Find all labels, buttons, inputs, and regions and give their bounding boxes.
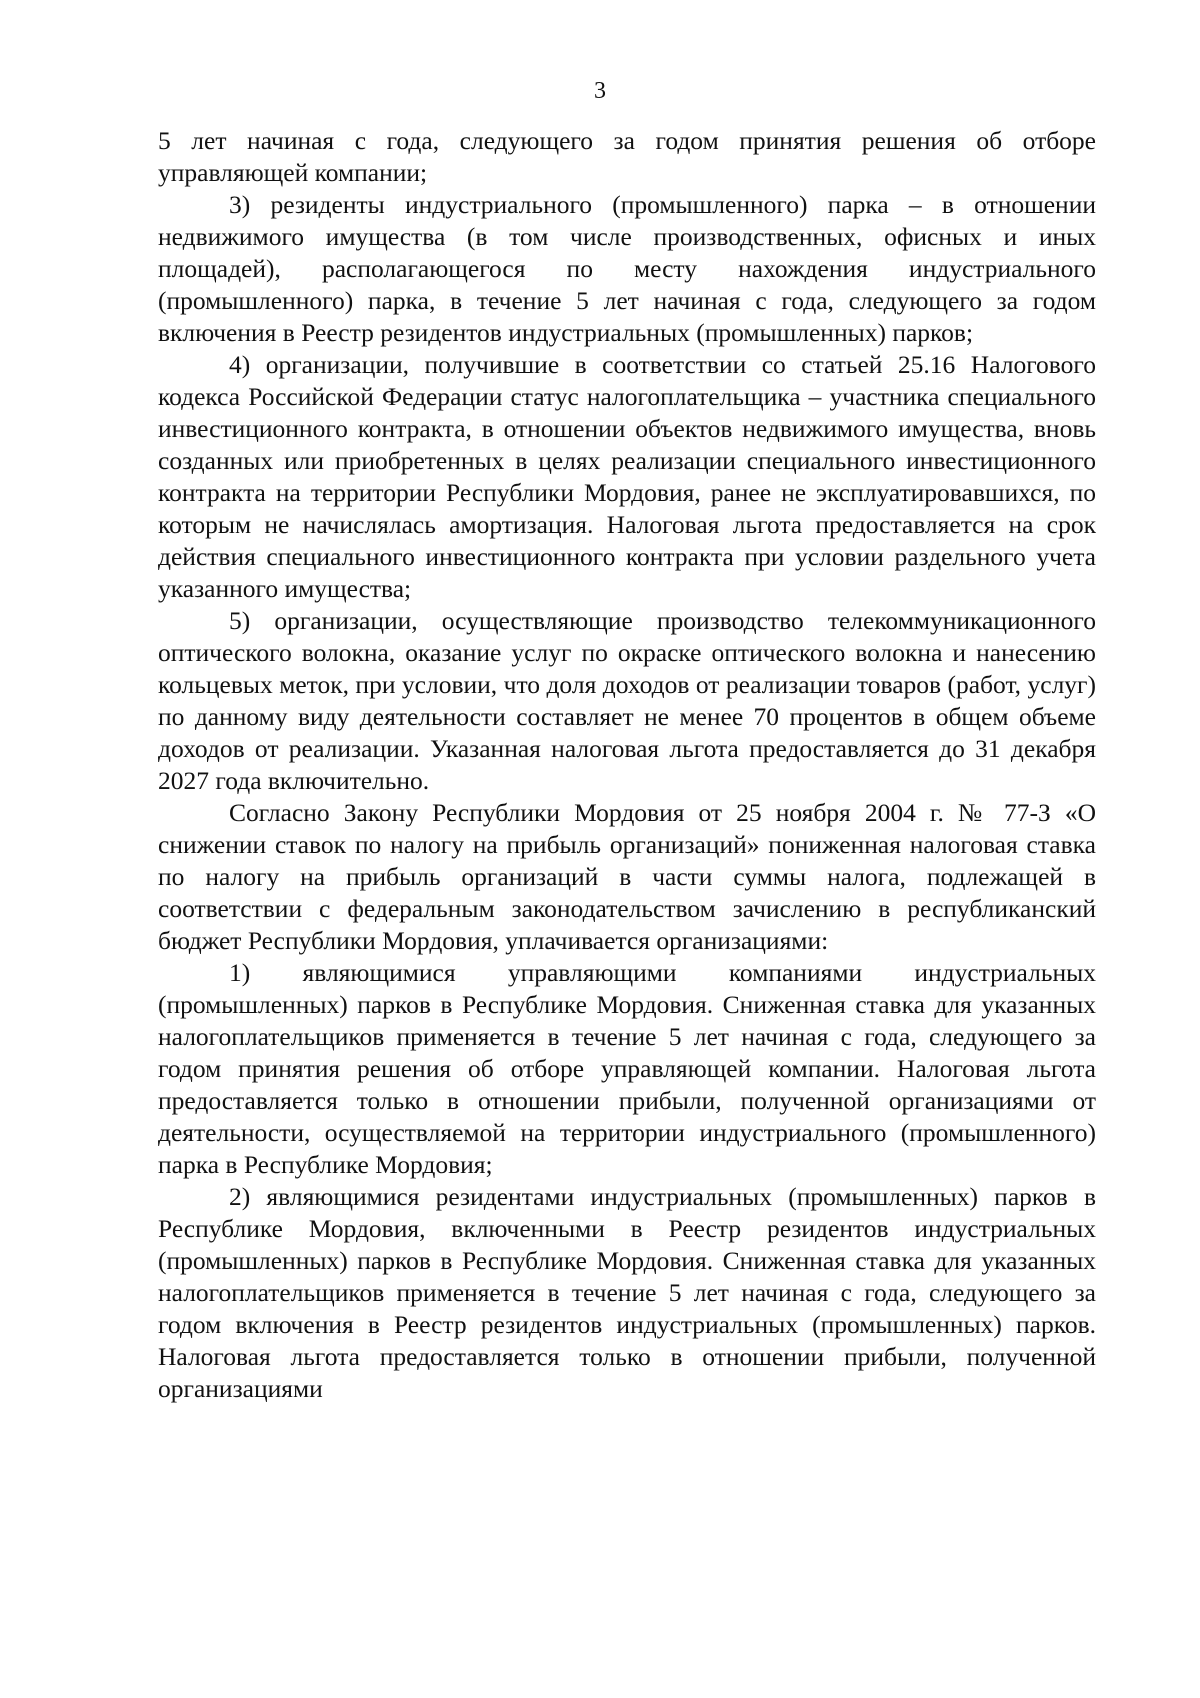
paragraph-profit-item-1: 1) являющимися управляющими компаниями индустриальных (промышленных) парков в Республике Мордовия. Сниженная ставка для указанных налогоплательщиков применяется в течение 5 лет начиная с года, следующего за годом принятия решения об отборе управляющей компании. Налоговая льгота предоставляется только в отношении прибыли, полученной организациями от деятельности, осуществляемой на территории индустриального (промышленного) парка в Республике Мордовия; [158,958,1096,1179]
paragraph-item-3: 3) резиденты индустриального (промышленного) парка – в отношении недвижимого имущества (в том числе производственных, офисных и иных площадей), располагающегося по месту нахождения индустриального (промышленного) парка, в течение 5 лет начиная с года, следующего за годом включения в Реестр резидентов индустриальных (промышленных) парков; [158,190,1096,347]
paragraph-law-reference: Согласно Закону Республики Мордовия от 25 ноября 2004 г. № 77-З «О снижении ставок по налогу на прибыль организаций» пониженная налоговая ставка по налогу на прибыль организаций в части суммы налога, подлежащей в соответствии с федеральным законодательством зачислению в республиканский бюджет Республики Мордовия, уплачивается организациями: [158,798,1096,955]
paragraph-item-5: 5) организации, осуществляющие производство телекоммуникационного оптического волокна, оказание услуг по окраске оптического волокна и нанесению кольцевых меток, при условии, что доля доходов от реализации товаров (работ, услуг) по данному виду деятельности составляет не менее 70 процентов в общем объеме доходов от реализации. Указанная налоговая льгота предоставляется до 31 декабря 2027 года включительно. [158,606,1096,795]
page-number: 3 [594,78,606,104]
paragraph-item-4: 4) организации, получившие в соответствии со статьей 25.16 Налогового кодекса Российской Федерации статус налогоплательщика – участника специального инвестиционного контракта, в отношении объектов недвижимого имущества, вновь созданных или приобретенных в целях реализации специального инвестиционного контракта на территории Республики Мордовия, ранее не эксплуатировавшихся, по которым не начислялась амортизация. Налоговая льгота предоставляется на срок действия специального инвестиционного контракта при условии раздельного учета указанного имущества; [158,350,1096,603]
document-body [158,125,1096,1405]
paragraph-continuation: 5 лет начиная с года, следующего за годом принятия решения об отборе управляющей компании; [158,126,1096,187]
paragraph-profit-item-2: 2) являющимися резидентами индустриальных (промышленных) парков в Республике Мордовия, включенными в Реестр резидентов индустриальных (промышленных) парков в Республике Мордовия. Сниженная ставка для указанных налогоплательщиков применяется в течение 5 лет начиная с года, следующего за годом включения в Реестр резидентов индустриальных (промышленных) парков. Налоговая льгота предоставляется только в отношении прибыли, полученной организациями [158,1182,1096,1403]
